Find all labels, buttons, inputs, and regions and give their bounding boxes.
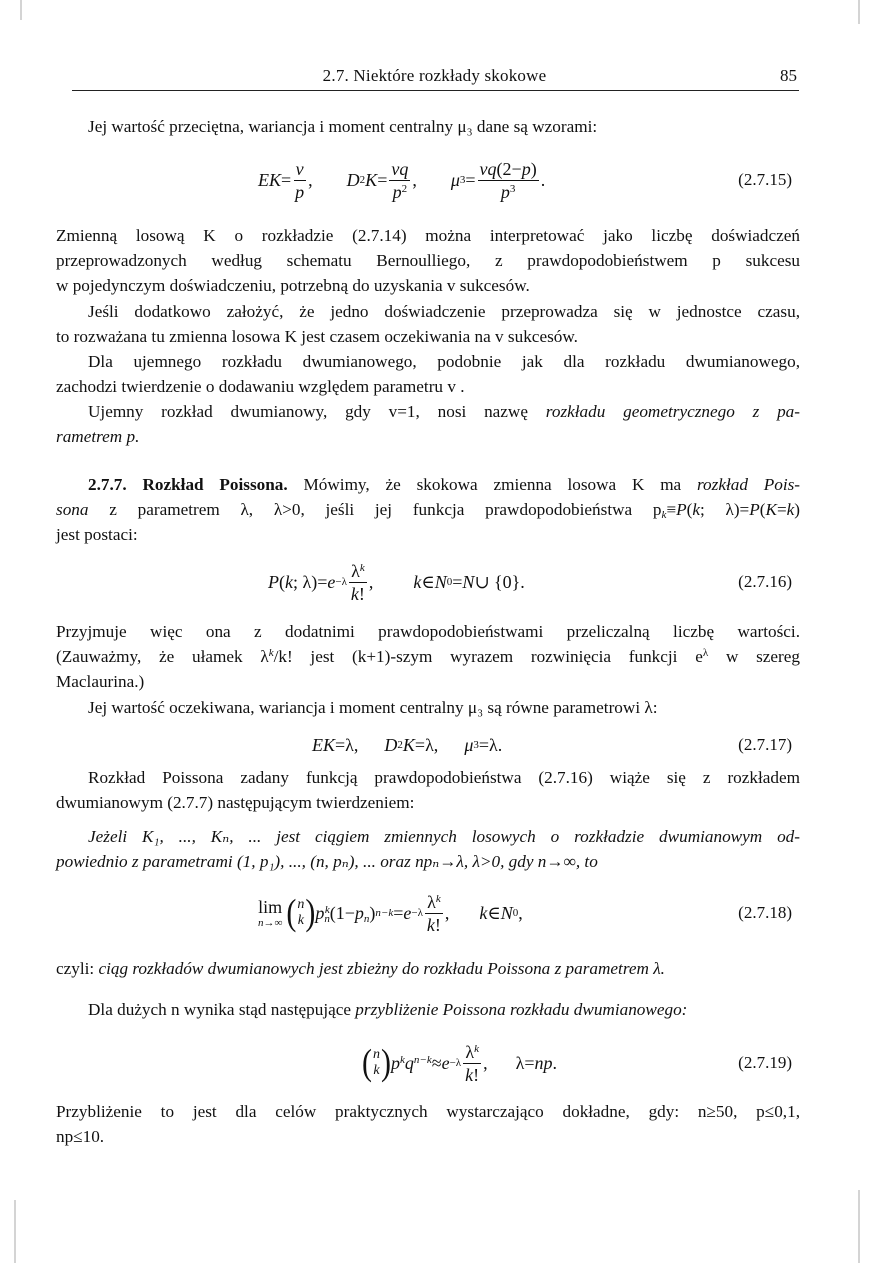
text-line: jest postaci: (56, 525, 138, 544)
section-poisson (56, 472, 800, 547)
text-line (56, 956, 800, 981)
text-line: Zmienną losową K o rozkładzie (2.7.14) można interpretować jako liczbę doświadczeń (56, 226, 800, 245)
text-run: z parametrem λ, λ>0, jeśli jej funkcja prawdopodobieństwa p (109, 500, 662, 519)
equation-number: (2.7.15) (738, 170, 792, 189)
equation-body: P ( k ; λ)= e −λ $\frac{\lambda^k}{k!}$ , k ∈ N 0 = N ∪ {0}. (268, 560, 525, 604)
running-title: 2.7. Niektóre rozkłady skokowe (322, 66, 547, 85)
text-line: zachodzi twierdzenie o dodawaniu względem parametru v . (56, 377, 465, 396)
equation-2-7-19 (56, 1032, 800, 1094)
paragraph-final (56, 1099, 800, 1149)
intro-text: Jej wartość przeciętna, wariancja i moment centralny μ₃ dane są wzorami: (88, 117, 598, 136)
text-run: (Zauważmy, że ułamek λ (56, 647, 269, 666)
text-line: Przybliżenie to jest dla celów praktycznych wystarczająco dokładne, gdy: n≥50, p≤0,1, (56, 1102, 800, 1121)
text-run: /k! jest (k+1)-szym wyrazem rozwinięcia funkcji e (273, 647, 703, 666)
equation-number: (2.7.18) (738, 903, 792, 922)
equation-2-7-16 (56, 552, 800, 612)
defined-term: rametrem p. (56, 427, 140, 446)
text-line: przeprowadzonych według schematu Bernoulliego, z prawdopodobieństwem p sukcesu (56, 251, 800, 270)
text-run: Ujemny rozkład dwumianowy, gdy v=1, nosi nazwę (88, 402, 528, 421)
header-rule (72, 90, 799, 91)
text-line: Jeżeli K₁, ..., Kₙ, ... jest ciągiem zmiennych losowych o rozkładzie dwumianowym od- (88, 827, 800, 846)
equation-body: lim n→∞ ( n k ) $p_n^k$ (1− $p_n$ ) n−k = e −λ $\frac{\lambda^k}{k!}$ , k ∈ N 0 , (258, 891, 523, 935)
equation-number: (2.7.19) (738, 1053, 792, 1072)
equation-number: (2.7.17) (738, 735, 792, 754)
defined-term: przybliżenie Poissona rozkładu dwumianowego: (355, 1000, 688, 1019)
equation-body: EK =λ, D 2 K =λ, μ 3 =λ. (312, 734, 503, 755)
paragraph-conclusion (56, 956, 800, 981)
paragraph-approximation (56, 997, 800, 1022)
equation-2-7-17 (56, 725, 800, 765)
paragraph-interpretation (56, 223, 800, 449)
text-run: Mówimy, że skokowa zmienna losowa K ma (303, 475, 682, 494)
text-line: np≤10. (56, 1127, 105, 1146)
paragraph-relation (56, 765, 800, 815)
defined-term: sona (56, 500, 89, 519)
defined-term: ciąg rozkładów dwumianowych jest zbieżny do rozkładu Poissona z parametrem λ. (98, 959, 665, 978)
text-line: Przyjmuje więc ona z dodatnimi prawdopodobieństwami przeliczalną liczbę wartości. (56, 622, 800, 641)
scan-edge (14, 1200, 16, 1263)
text-line: to rozważana tu zmienna losowa K jest czasem oczekiwania na v sukcesów. (56, 327, 578, 346)
text-run: w szereg (708, 647, 800, 666)
equation-2-7-15 (56, 150, 800, 210)
defined-term: rozkład Pois- (697, 475, 801, 494)
text-run: Dla dużych n wynika stąd następujące (88, 1000, 351, 1019)
text-line: Jeśli dodatkowo założyć, że jedno doświadczenie przeprowadza się w jednostce czasu, (88, 302, 800, 321)
text-line: Maclaurina.) (56, 672, 145, 691)
text-line: sona z parametrem λ, λ>0, jeśli jej funkcja prawdopodobieństwa $p_k\equiv P(k$; λ)=P(K=k) (56, 500, 801, 521)
text-line: Jej wartość oczekiwana, wariancja i moment centralny μ₃ są równe parametrowi λ: (88, 698, 658, 717)
equation-body: ( n k ) $p^kq^{n-k}$ ≈ e −λ $\frac{\lambda^k}{k!}$ , λ= np . (362, 1041, 558, 1085)
scan-edge (858, 1190, 860, 1263)
text-line (56, 472, 800, 497)
text-line (56, 997, 800, 1022)
equation-body: EK = $\frac{v}{p}$ , D 2 K = $\frac{vq}{p^2}$ , μ 3 = $\frac{vq(2-p)}{p^3}$ . (258, 158, 546, 202)
equation-number: (2.7.16) (738, 572, 792, 591)
theorem (56, 824, 800, 874)
text-line: Dla ujemnego rozkładu dwumianowego, podobnie jak dla rozkładu dwumianowego, (88, 352, 800, 371)
section-heading: 2.7.7. Rozkład Poissona. (88, 475, 288, 494)
text-line (56, 399, 800, 424)
scan-edge (858, 0, 860, 24)
text-line: w pojedynczym doświadczeniu, potrzebną do uzyskania v sukcesów. (56, 276, 530, 295)
text-line: dwumianowym (2.7.7) następującym twierdzeniem: (56, 793, 415, 812)
page-header (72, 63, 797, 91)
text-line: Rozkład Poissona zadany funkcją prawdopodobieństwa (2.7.16) wiąże się z rozkładem (88, 768, 800, 787)
defined-term: rozkładu geometrycznego z pa- (545, 402, 801, 421)
page-number: 85 (780, 66, 797, 85)
text-line: powiednio z parametrami (1, p₁), ..., (n, pₙ), ... oraz npₙ→λ, λ>0, gdy n→∞, to (56, 852, 598, 871)
equation-2-7-18 (56, 880, 800, 946)
scan-edge (20, 0, 22, 20)
text-run: czyli: (56, 959, 95, 978)
intro-paragraph (56, 114, 800, 139)
text-line: (Zauważmy, że ułamek $\lambda^k/k$! jest (k+1)-szym wyrazem rozwinięcia funkcji $e^\lambda$ w szereg (56, 647, 800, 666)
paragraph-countable (56, 619, 800, 720)
